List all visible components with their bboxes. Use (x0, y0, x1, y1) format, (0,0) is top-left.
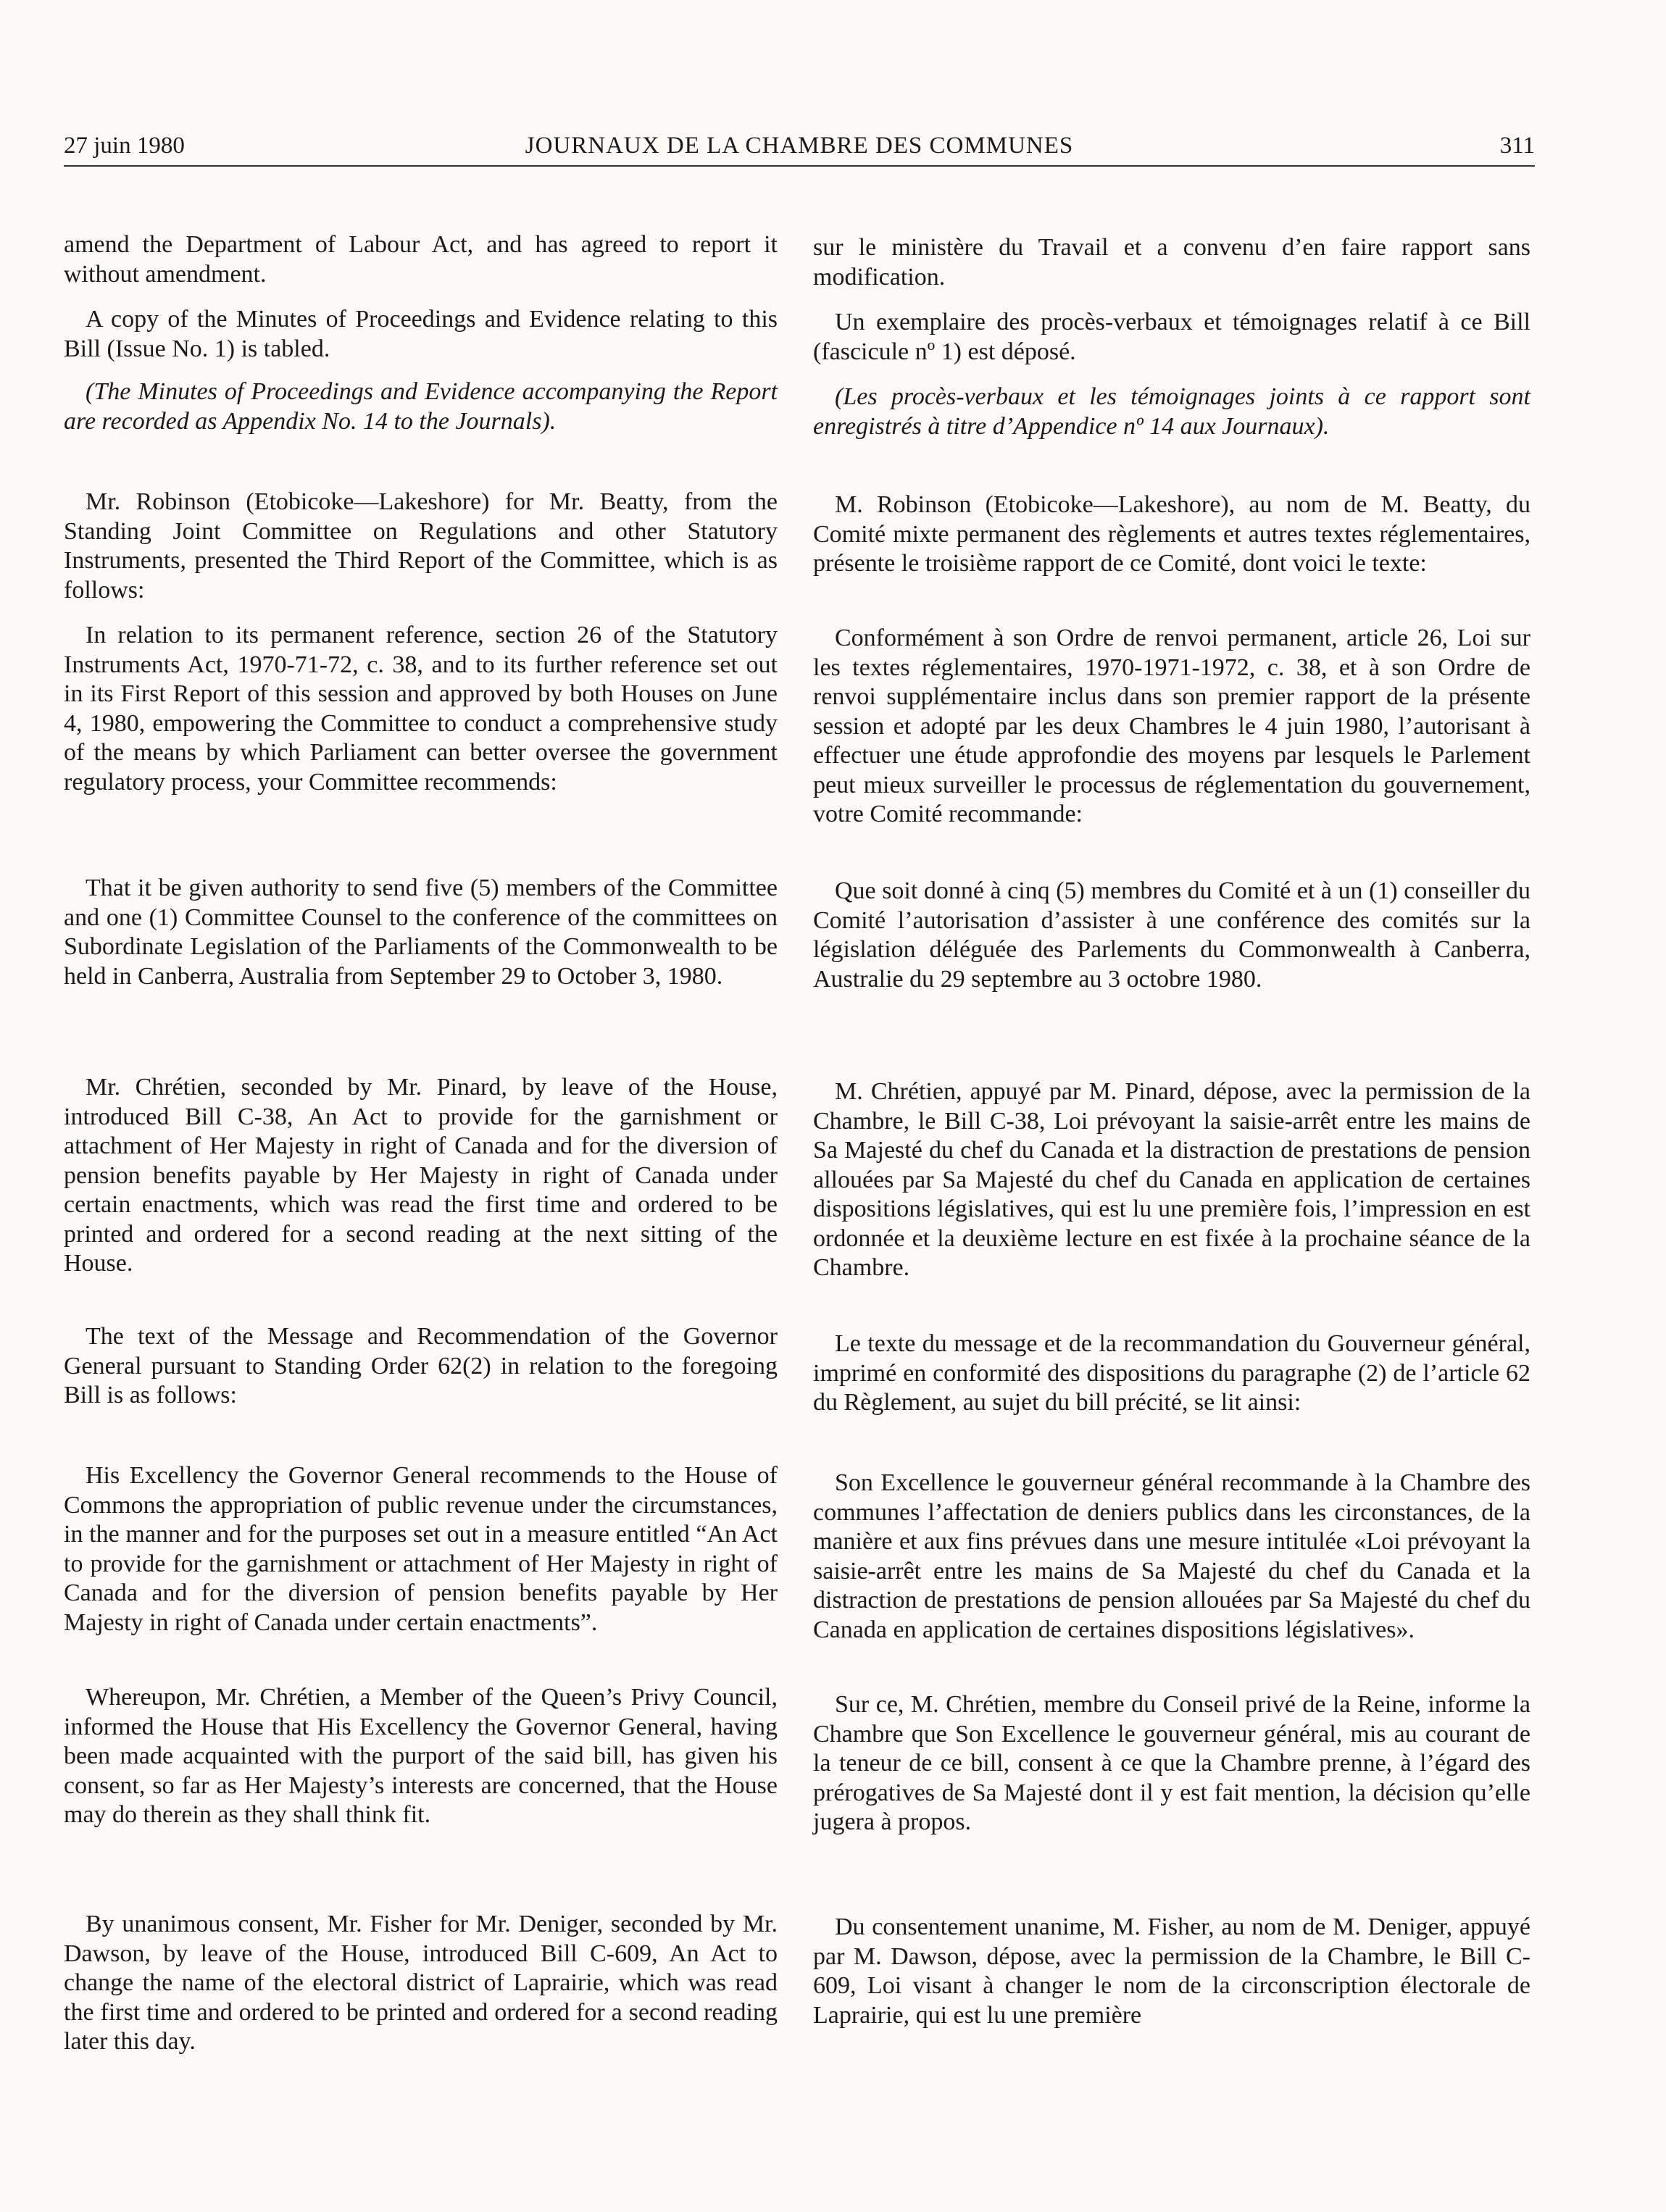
paragraph-fr-6: Que soit donné à cinq (5) membres du Comité et à un (1) conseiller du Comité l’autorisation d’assister à une conférence des comités sur la législation déléguée des Parlements du Commonwealth à Canberra, Australie du 29 septembre au 3 octobre 1980. (813, 877, 1530, 993)
page-number: 311 (1499, 133, 1535, 159)
header-date: 27 juin 1980 (64, 133, 185, 159)
paragraph-fr-7: M. Chrétien, appuyé par M. Pinard, dépose, avec la permission de la Chambre, le Bill C-38, Loi prévoyant la saisie-arrêt entre les mains de Sa Majesté du chef du Canada et la distraction de prestations de pension allouées par Sa Majesté du chef du Canada en application de certaines dispositions législatives, qui est lu une première fois, l’impression en est ordonnée et la deuxième lecture en est fixée à la prochaine séance de la Chambre. (813, 1078, 1530, 1281)
paragraph-en-2: A copy of the Minutes of Proceedings and Evidence relating to this Bill (Issue No. 1) is tabled. (64, 306, 778, 362)
journal-title: JOURNAUX DE LA CHAMBRE DES COMMUNES (525, 133, 1074, 159)
paragraph-fr-10: Sur ce, M. Chrétien, membre du Conseil privé de la Reine, informe la Chambre que Son Excellence le gouverneur général, mis au courant de la teneur de ce bill, consent à ce que la Chambre prenne, à l’égard des prérogatives de Sa Majesté dont il y est fait mention, la décision qu’elle jugera à propos. (813, 1691, 1530, 1835)
paragraph-fr-11: Du consentement unanime, M. Fisher, au nom de M. Deniger, appuyé par M. Dawson, dépose, avec la permission de la Chambre, le Bill C-609, Loi visant à changer le nom de la circonscription électorale de Laprairie, qui est lu une première (813, 1913, 1530, 2029)
running-header (64, 125, 1535, 167)
paragraph-en-6: That it be given authority to send five (5) members of the Committee and one (1) Committee Counsel to the conference of the committees on Subordinate Legislation of the Parliaments of the Commonwealth to be held in Canberra, Australia from September 29 to October 3, 1980. (64, 875, 778, 990)
paragraph-fr-8: Le texte du message et de la recommandation du Gouverneur général, imprimé en conformité des dispositions du paragraphe (2) de l’article 62 du Règlement, au sujet du bill précité, se lit ainsi: (813, 1330, 1530, 1416)
paragraph-en-7: Mr. Chrétien, seconded by Mr. Pinard, by leave of the House, introduced Bill C-38, An Act to provide for the garnishment or attachment of Her Majesty in right of Canada and for the diversion of pension benefits payable by Her Majesty in right of Canada under certain enactments, which was read the first time and ordered to be printed and ordered for a second reading at the next sitting of the House. (64, 1074, 778, 1277)
paragraph-en-5: In relation to its permanent reference, section 26 of the Statutory Instruments Act, 1970-71-72, c. 38, and to its further reference set out in its First Report of this session and approved by both Houses on June 4, 1980, empowering the Committee to conduct a comprehensive study of the means by which Parliament can better oversee the government regulatory process, your Committee recommends: (64, 622, 778, 796)
paragraph-fr-2: Un exemplaire des procès-verbaux et témoignages relatif à ce Bill (fascicule nº 1) est déposé. (813, 309, 1530, 365)
paragraph-en-9: His Excellency the Governor General recommends to the House of Commons the appropriation of public revenue under the circumstances, in the manner and for the purposes set out in a measure entitled “An Act to provide for the garnishment or attachment of Her Majesty in right of Canada and for the diversion of pension benefits payable by Her Majesty in right of Canada under certain enactments”. (64, 1462, 778, 1636)
paragraph-en-1: amend the Department of Labour Act, and has agreed to report it without amendment. (64, 231, 778, 288)
paragraph-en-8: The text of the Message and Recommendation of the Governor General pursuant to Standing Order 62(2) in relation to the foregoing Bill is as follows: (64, 1323, 778, 1408)
paragraph-en-4: Mr. Robinson (Etobicoke—Lakeshore) for Mr. Beatty, from the Standing Joint Committee on Regulations and other Statutory Instruments, presented the Third Report of the Committee, which is as follows: (64, 488, 778, 604)
paragraph-fr-4: M. Robinson (Etobicoke—Lakeshore), au nom de M. Beatty, du Comité mixte permanent des règlements et autres textes réglementaires, présente le troisième rapport de ce Comité, dont voici le texte: (813, 491, 1530, 577)
paragraph-en-3: (The Minutes of Proceedings and Evidence accompanying the Report are recorded as Appendix No. 14 to the Journals). (64, 378, 778, 435)
paragraph-fr-3: (Les procès-verbaux et les témoignages joints à ce rapport sont enregistrés à titre d’Appendice nº 14 aux Journaux). (813, 383, 1530, 440)
paragraph-en-10: Whereupon, Mr. Chrétien, a Member of the Queen’s Privy Council, informed the House that His Excellency the Governor General, having been made acquainted with the purport of the said bill, has given his consent, so far as Her Majesty’s interests are concerned, that the House may do therein as they shall think fit. (64, 1684, 778, 1828)
paragraph-fr-5: Conformément à son Ordre de renvoi permanent, article 26, Loi sur les textes réglementaires, 1970-1971-1972, c. 38, et à son Ordre de renvoi supplémentaire inclus dans son premier rapport de la présente session et adopté par les deux Chambres le 4 juin 1980, l’autorisant à effectuer une étude approfondie des moyens par lesquels le Parlement peut mieux surveiller le processus de réglementation du gouvernement, votre Comité recommande: (813, 625, 1530, 827)
paragraph-fr-1: sur le ministère du Travail et a convenu d’en faire rapport sans modification. (813, 234, 1530, 291)
paragraph-en-11: By unanimous consent, Mr. Fisher for Mr. Deniger, seconded by Mr. Dawson, by leave of the House, introduced Bill C-609, An Act to change the name of the electoral district of Laprairie, which was read the first time and ordered to be printed and ordered for a second reading later this day. (64, 1911, 778, 2055)
paragraph-fr-9: Son Excellence le gouverneur général recommande à la Chambre des communes l’affectation de deniers publics dans les circonstances, de la manière et aux fins prévues dans une mesure intitulée «Loi prévoyant la saisie-arrêt entre les mains de Sa Majesté du chef du Canada et la distraction de prestations de pension allouées par Sa Majesté du chef du Canada en application de certaines dispositions législatives». (813, 1469, 1530, 1643)
